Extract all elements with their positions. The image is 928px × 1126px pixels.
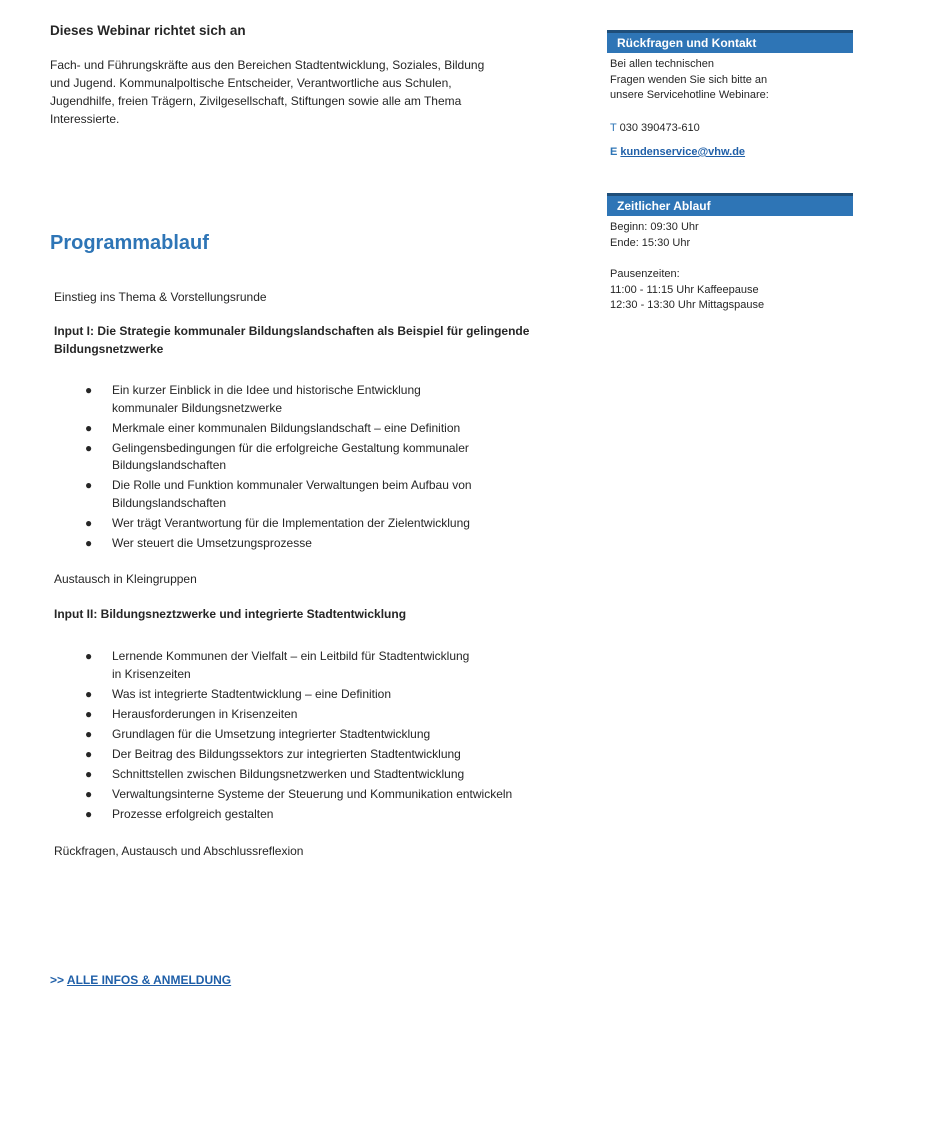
schedule-box (607, 193, 853, 314)
registration-link-line (50, 973, 231, 987)
list-item: ● Der Beitrag des Bildungssektors zur integrierten Stadtentwicklung (54, 746, 574, 764)
link-prefix: >> (50, 973, 65, 987)
phone-label: T (610, 121, 617, 134)
bullet-icon: ● (85, 766, 93, 781)
registration-link[interactable]: ALLE INFOS & ANMELDUNG (66, 973, 232, 987)
contact-title: Rückfragen und Kontakt (607, 30, 853, 53)
list-item: ● Grundlagen für die Umsetzung integrierter Stadtentwicklung (54, 726, 574, 744)
bullet-icon: ● (85, 786, 93, 801)
phone-number: 030 390473-610 (619, 121, 700, 134)
audience-line: und Jugend. Kommunalpoltische Entscheider, Verantwortliche aus Schulen, (50, 76, 452, 90)
input1-heading (54, 322, 574, 358)
bullet-icon: ● (85, 440, 93, 455)
contact-line: Fragen wenden Sie sich bitte an (610, 73, 768, 86)
list-item: ● Was ist integrierte Stadtentwicklung – eine Definition (54, 686, 574, 704)
contact-phone (610, 121, 853, 137)
exchange-text: Austausch in Kleingruppen (54, 572, 197, 586)
bullet-icon: ● (85, 515, 93, 530)
contact-email (610, 145, 853, 161)
schedule-end: Ende: 15:30 Uhr (610, 236, 691, 249)
list-item: ● Schnittstellen zwischen Bildungsnetzwerken und Stadtentwicklung (54, 766, 574, 784)
bullet-icon: ● (85, 478, 93, 492)
bullet-icon: ● (85, 686, 93, 701)
schedule-body (607, 216, 853, 314)
input2-list (54, 648, 574, 823)
list-item: ● Wer trägt Verantwortung für die Implementation der Zielentwicklung (54, 515, 574, 533)
bullet-icon: ● (85, 726, 93, 741)
bullet-icon: ● (85, 746, 93, 761)
bullet-icon: ● (85, 535, 93, 550)
program-section (54, 288, 574, 860)
bullet-icon: ● (85, 420, 93, 435)
schedule-title: Zeitlicher Ablauf (607, 193, 853, 216)
list-item: ● Die Rolle und Funktion kommunaler Verwaltungen beim Aufbau von Bildungslandschaften (85, 478, 472, 510)
bullet-icon: ● (85, 383, 93, 397)
list-item: ● Ein kurzer Einblick in die Idee und historische Entwicklung kommunaler Bildungsnetzwerke (85, 383, 421, 415)
list-item: ● Verwaltungsinterne Systeme der Steuerung und Kommunikation entwickeln (54, 786, 574, 804)
audience-line: Jugendhilfe, freien Trägern, Zivilgesellschaft, Stiftungen sowie alle am Thema (50, 94, 462, 108)
break-item: 11:00 - 11:15 Uhr Kaffeepause (610, 283, 759, 296)
breaks-label: Pausenzeiten: (610, 268, 680, 280)
contact-box (607, 30, 853, 161)
program-title: Programmablauf (50, 232, 209, 254)
bullet-icon: ● (85, 649, 93, 663)
list-item: ● Wer steuert die Umsetzungsprozesse (54, 535, 574, 553)
audience-heading: Dieses Webinar richtet sich an (50, 23, 246, 38)
input1-heading-line: Bildungsnetzwerke (54, 342, 164, 356)
contact-line: Bei allen technischen (610, 58, 714, 70)
program-intro: Einstieg ins Thema & Vorstellungsrunde (54, 290, 267, 304)
bullet-icon: ● (85, 806, 93, 821)
audience-line: Fach- und Führungskräfte aus den Bereichen Stadtentwicklung, Soziales, Bildung (50, 58, 485, 72)
input1-list (54, 382, 574, 552)
bullet-icon: ● (85, 706, 93, 721)
break-item: 12:30 - 13:30 Uhr Mittagspause (610, 299, 765, 311)
closing-text: Rückfragen, Austausch und Abschlussreflexion (54, 844, 304, 858)
list-item: ● Herausforderungen in Krisenzeiten (54, 706, 574, 724)
contact-line: unsere Servicehotline Webinare: (610, 89, 769, 101)
input1-heading-line: Input I: Die Strategie kommunaler Bildungslandschaften als Beispiel für gelingende (54, 324, 530, 338)
email-link[interactable]: kundenservice@vhw.de (620, 146, 746, 158)
contact-body (607, 53, 853, 161)
list-item: ● Merkmale einer kommunalen Bildungslandschaft – eine Definition (54, 420, 574, 438)
audience-line: Interessierte. (50, 112, 120, 126)
email-label: E (610, 146, 618, 158)
input2-heading: Input II: Bildungsneztzwerke und integrierte Stadtentwicklung (54, 607, 407, 621)
list-item: ● Lernende Kommunen der Vielfalt – ein Leitbild für Stadtentwicklung in Krisenzeiten (85, 649, 470, 681)
list-item: ● Prozesse erfolgreich gestalten (54, 806, 574, 824)
list-item: ● Gelingensbedingungen für die erfolgreiche Gestaltung kommunaler Bildungslandschaften (85, 440, 469, 472)
audience-text (50, 56, 530, 128)
schedule-start: Beginn: 09:30 Uhr (610, 221, 699, 233)
